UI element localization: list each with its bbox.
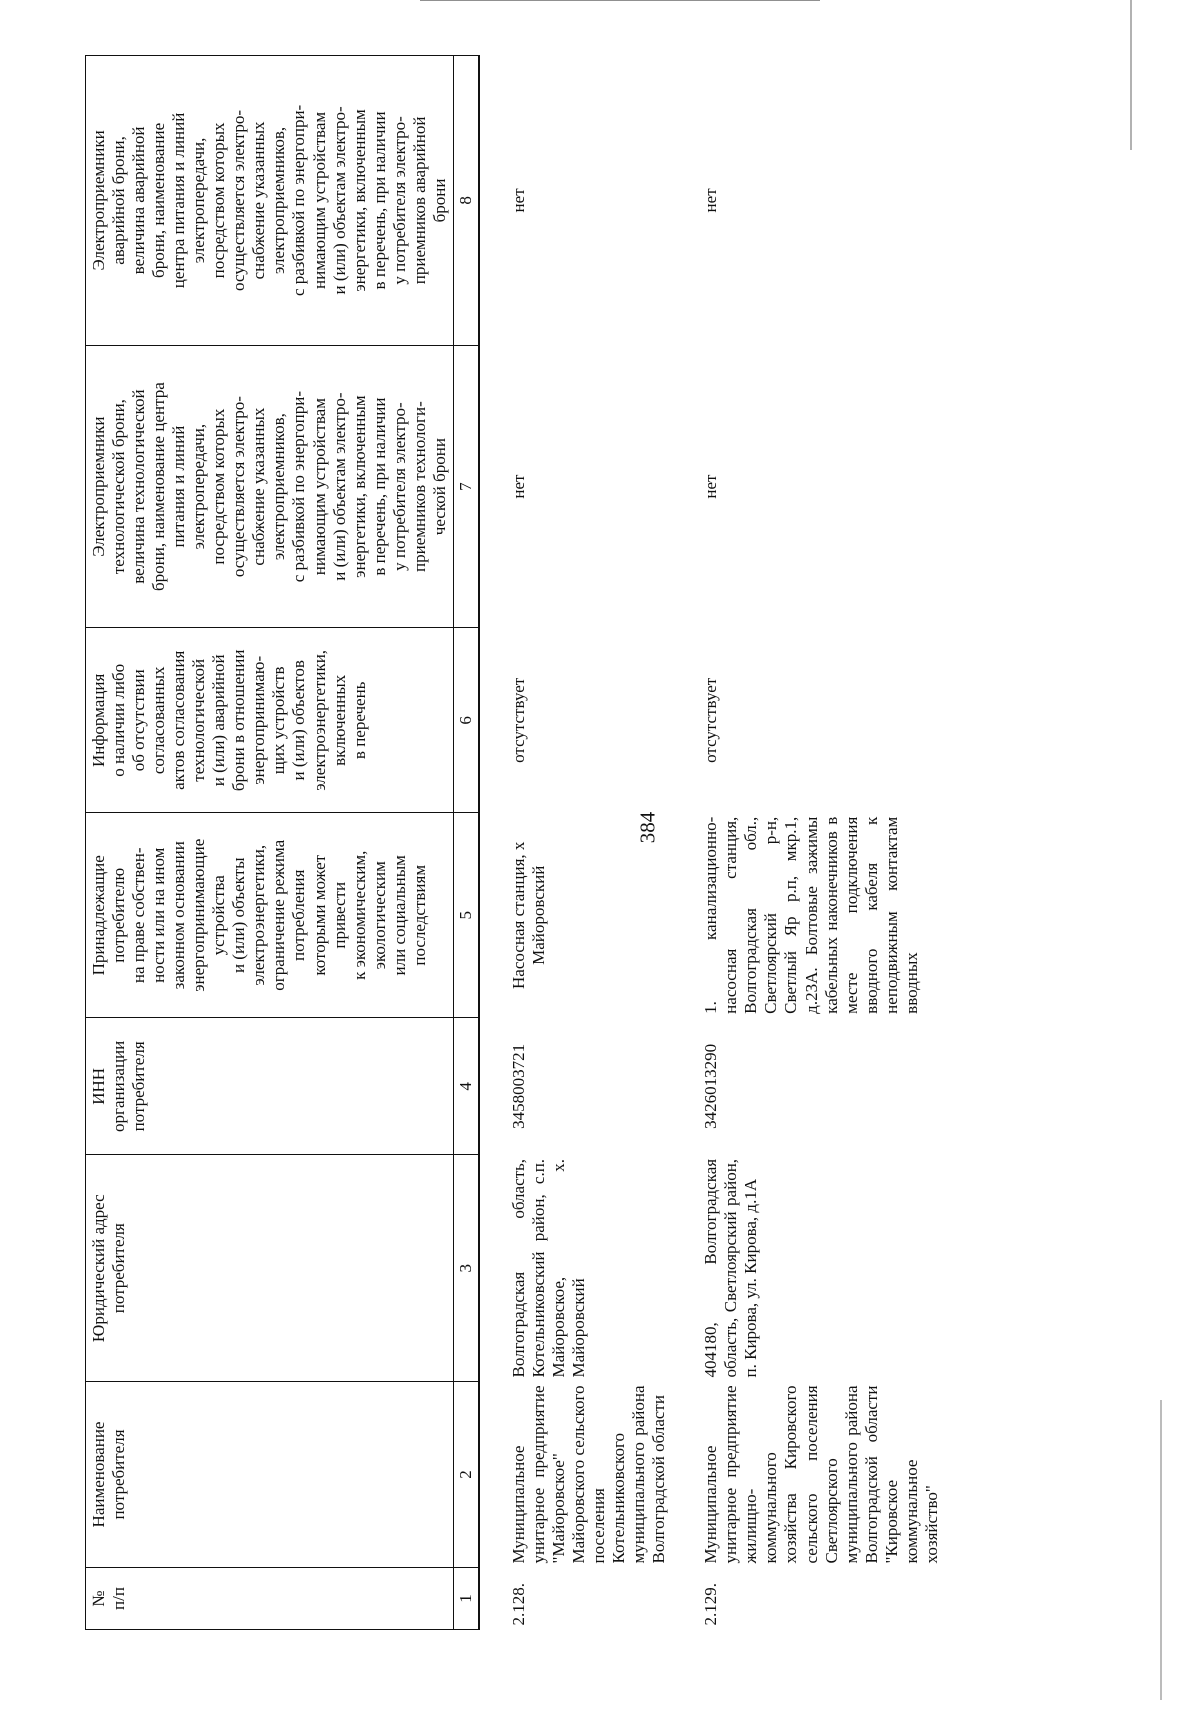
tech-reserve: нет [701,474,721,499]
consumer-address: 404180, Волгоградская область, Светлоярский район, п. Кирова, ул. Кирова, д.1А [701,1158,761,1378]
emergency-reserve: нет [701,188,721,213]
consumer-name: Муниципальное унитарное предприятие "Майоровское" Майоровского сельского поселения Котельниковского муниципального района Волгоградской области [508,1385,669,1564]
column-number: 3 [453,1155,479,1382]
header-col-devices: Принадлежащие потребителю на праве собствен- ности или на ином законном основании энергопринимающие устройства и (или) объекты электроэнергетики, ограничение режима потребления которыми может привести к экономическим, экологическим или социальным последствиям [86,813,454,1018]
approval-acts: отсутствует [701,677,721,763]
consumer-inn: 3458003721 [508,1043,528,1129]
column-number: 8 [453,56,479,346]
consumer-address: Волгоградская область, Котельниковский район, с.п. Майоровское, х. Майоровский [508,1158,589,1378]
header-col-tech: Электроприемники технологической брони, величина технологической брони, наименование центра питания и линий электропередачи, посредством которых осуществляется электро- снабжение указанных электроприемников, с разбивкой по энергопри- нимающим устройствам и (или) объектам электро- энергетики, включенным в перечень, при наличии у потребителя электро- приемников технологи- ческой брони [86,345,454,628]
header-col-name: Наименование потребителя [86,1381,454,1567]
column-number: 1 [453,1568,479,1630]
header-col-emergency: Электроприемники аварийной брони, величина аварийной брони, наименование центра питания и линий электропередачи, посредством которых осуществляется электро- снабжение указанных электроприемников, с разбивкой по энергопри- нимающим устройствам и (или) объектам электро- энергетики, включенным в перечень, при наличии у потребителя электро- приемников аварийной брони [86,56,454,346]
column-number: 4 [453,1018,479,1155]
column-number-row [453,56,479,1630]
column-number: 7 [453,345,479,628]
emergency-reserve: нет [508,188,528,213]
consumer-devices: Насосная станция, х Майоровский [508,841,548,989]
consumers-table [85,55,945,1630]
scan-edge-right-low [1160,1400,1162,1700]
table-header-row [86,56,454,1630]
page-number: 384 [635,811,660,844]
header-col-acts: Информация о наличии либо об отсутствии согласованных актов согласования технологической и (или) аварийной брони в отношении энергопринимаю- щих устройств и (или) объектов электроэнергетики, включенных в перечень [86,628,454,813]
consumer-devices: 1. канализационно-насосная станция, Волгоградская обл., Светлоярский р-н, Светлый Яр р.п, мкр.1, д.23А. Болтовые зажимы кабельных наконечников в месте подключения вводного кабеля к неподвижным контактам вводных [701,816,921,1014]
column-number: 6 [453,628,479,813]
row-number: 2.128. [508,1583,528,1626]
header-col-num: № п/п [86,1568,454,1630]
header-col-inn: ИНН организации потребителя [86,1018,454,1155]
scan-edge-top [420,0,820,1]
column-number: 5 [453,813,479,1018]
rotated-table-frame [85,55,1105,1630]
scan-edge-right [1130,0,1132,150]
column-number: 2 [453,1381,479,1567]
table-row [506,56,672,1630]
table-row [698,56,945,1630]
header-col-address: Юридический адрес потребителя [86,1155,454,1382]
consumer-inn: 3426013290 [701,1043,721,1129]
tech-reserve: нет [508,474,528,499]
row-number: 2.129. [701,1583,721,1626]
consumer-name: Муниципальное унитарное предприятие жилищно-коммунального хозяйства Кировского сельского поселения Светлоярского муниципального района Волгоградской области "Кировское коммунальное хозяйство" [701,1385,941,1564]
approval-acts: отсутствует [508,677,528,763]
